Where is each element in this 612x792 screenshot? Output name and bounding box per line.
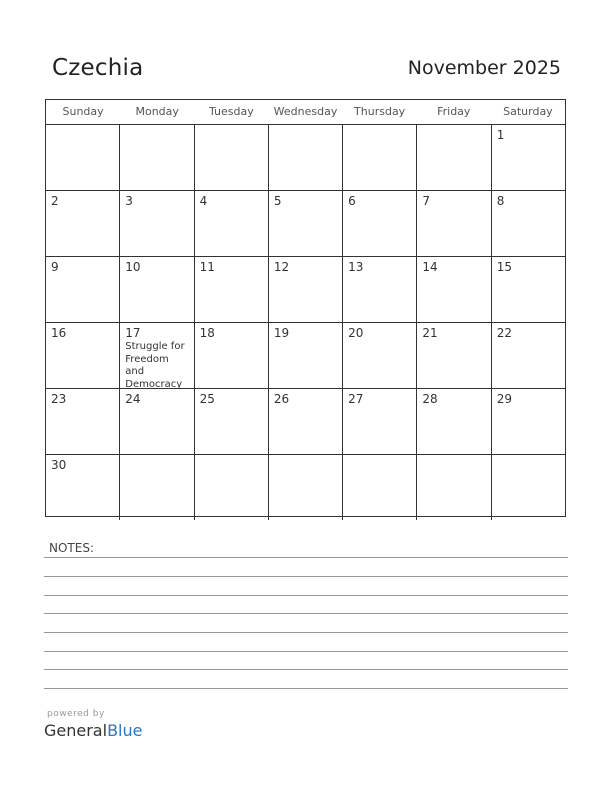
- day-cell: [269, 257, 343, 322]
- day-cell: [417, 191, 491, 256]
- day-cell: [343, 125, 417, 190]
- day-number: 8: [496, 194, 505, 208]
- brand-logo: [44, 721, 142, 740]
- day-cell: [269, 323, 343, 388]
- weekday-wednesday: Wednesday: [273, 105, 338, 118]
- day-cell: [492, 389, 565, 454]
- day-cell: [120, 323, 194, 388]
- day-cell: [343, 389, 417, 454]
- country-title: Czechia: [52, 55, 144, 81]
- day-number: 13: [348, 260, 364, 274]
- week-row: [46, 257, 565, 323]
- day-number: 23: [51, 392, 67, 406]
- notes-label: NOTES:: [49, 541, 94, 555]
- day-cell: [269, 125, 343, 190]
- day-cell: [120, 125, 194, 190]
- note-line: [44, 595, 568, 596]
- day-number: 9: [51, 260, 59, 274]
- day-number: 24: [125, 392, 141, 406]
- day-cell: [120, 257, 194, 322]
- week-row: [46, 455, 565, 520]
- day-cell: [492, 455, 565, 520]
- note-line: [44, 651, 568, 652]
- holiday-label: Struggle for Freedom and Democracy: [125, 341, 185, 390]
- day-number: 18: [199, 326, 215, 340]
- day-number: 10: [125, 260, 141, 274]
- note-line: [44, 557, 568, 558]
- month-title: November 2025: [407, 57, 561, 79]
- day-cell: [120, 455, 194, 520]
- day-number: 5: [273, 194, 282, 208]
- calendar-grid: [45, 99, 566, 517]
- day-number: 15: [496, 260, 512, 274]
- day-number: 1: [496, 128, 505, 142]
- day-cell: [492, 323, 565, 388]
- day-cell: [195, 323, 269, 388]
- day-number: 30: [51, 458, 67, 472]
- brand-blue: Blue: [107, 721, 143, 740]
- weekday-thursday: Thursday: [354, 105, 406, 118]
- brand-general: General: [44, 721, 108, 740]
- day-cell: [417, 323, 491, 388]
- day-number: 11: [199, 260, 215, 274]
- day-cell: [417, 125, 491, 190]
- day-cell: [343, 323, 417, 388]
- note-line: [44, 632, 568, 633]
- weekday-sunday: Sunday: [62, 105, 104, 118]
- weekday-friday: Friday: [437, 105, 471, 118]
- day-cell: [46, 323, 120, 388]
- day-cell: [269, 389, 343, 454]
- day-cell: [195, 257, 269, 322]
- note-line: [44, 613, 568, 614]
- day-number: 7: [422, 194, 431, 208]
- day-number: 6: [348, 194, 356, 208]
- day-number: 3: [125, 194, 133, 208]
- day-number: 2: [51, 194, 59, 208]
- day-cell: [492, 191, 565, 256]
- powered-by-text: powered by: [47, 709, 105, 719]
- day-cell: [269, 455, 343, 520]
- week-row: [46, 389, 565, 455]
- week-row: [46, 191, 565, 257]
- day-cell: [120, 191, 194, 256]
- note-line: [44, 669, 568, 670]
- day-number: 12: [273, 260, 290, 274]
- day-number: 29: [496, 392, 512, 406]
- day-cell: [46, 389, 120, 454]
- day-cell: [492, 125, 565, 190]
- day-number: 27: [348, 392, 364, 406]
- day-number: 21: [422, 326, 438, 340]
- day-number: 22: [496, 326, 512, 340]
- day-cell: [417, 257, 491, 322]
- day-cell: [195, 191, 269, 256]
- day-number: 20: [348, 326, 364, 340]
- weekday-header-row: [46, 100, 565, 125]
- day-cell: [343, 191, 417, 256]
- day-cell: [195, 455, 269, 520]
- day-cell: [120, 389, 194, 454]
- day-cell: [46, 257, 120, 322]
- day-number: 26: [273, 392, 290, 406]
- day-cell: [269, 191, 343, 256]
- note-line: [44, 688, 568, 689]
- day-cell: [417, 455, 491, 520]
- day-cell: [417, 389, 491, 454]
- week-row: [46, 125, 565, 191]
- day-number: 17: [125, 326, 141, 340]
- week-row: [46, 323, 565, 389]
- day-cell: [343, 257, 417, 322]
- day-cell: [492, 257, 565, 322]
- day-cell: [46, 125, 120, 190]
- day-number: 14: [422, 260, 438, 274]
- day-cell: [46, 455, 120, 520]
- day-number: 16: [51, 326, 67, 340]
- day-number: 28: [422, 392, 438, 406]
- note-line: [44, 576, 568, 577]
- weekday-monday: Monday: [135, 105, 179, 118]
- weekday-saturday: Saturday: [503, 105, 553, 118]
- day-cell: [46, 191, 120, 256]
- day-number: 25: [199, 392, 215, 406]
- day-cell: [195, 389, 269, 454]
- day-number: 19: [273, 326, 290, 340]
- day-cell: [343, 455, 417, 520]
- day-cell: [195, 125, 269, 190]
- day-number: 4: [199, 194, 208, 208]
- weekday-tuesday: Tuesday: [208, 105, 254, 118]
